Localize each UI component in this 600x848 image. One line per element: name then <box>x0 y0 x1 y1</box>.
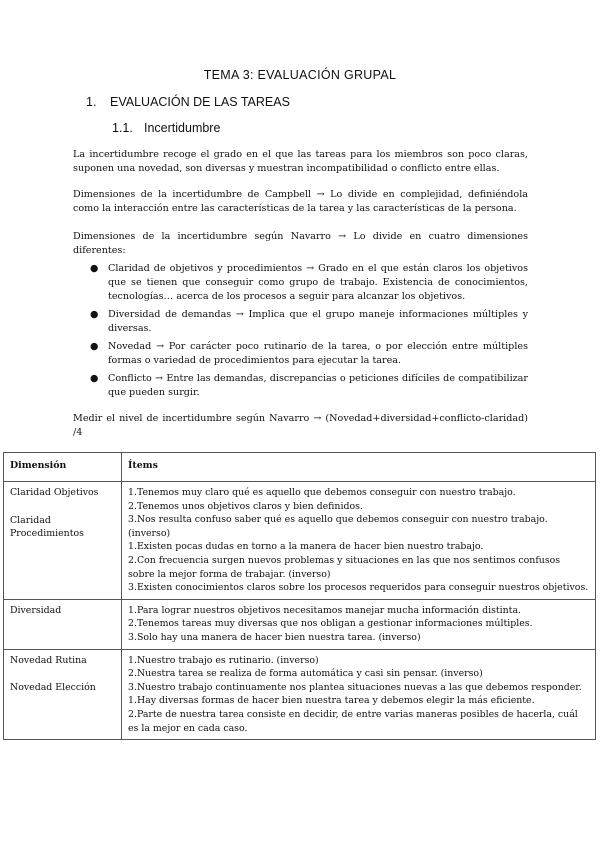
items-cell <box>122 482 596 600</box>
item-text: 3.Nos resulta confuso saber qué es aquello que debemos conseguir con nuestro trabajo. (inverso) <box>128 514 548 539</box>
paragraph-definition: La incertidumbre recoge el grado en el que las tareas para los miembros son poco claras, suponen una novedad, son diversas y muestran incompatibilidad o conflicto entre ellas. <box>73 149 528 174</box>
dimension-label: Claridad Procedimientos <box>10 514 84 540</box>
dimension-label: Novedad Elección <box>10 682 96 694</box>
item-text: 3.Existen conocimientos claros sobre los procesos requeridos para conseguir nuestros objetivos. <box>128 582 589 594</box>
paragraph-campbell: Dimensiones de la incertidumbre de Campbell → Lo divide en complejidad, definiéndola como la interacción entre las características de la tarea y las características de la persona. <box>73 189 528 214</box>
subsection-number: 1.1. <box>112 121 133 135</box>
table-row <box>4 649 596 740</box>
dimension-label: Diversidad <box>10 604 62 616</box>
column-header-items: Ítems <box>122 453 596 482</box>
dimension-cell <box>4 599 122 649</box>
dimension-cell <box>4 482 122 600</box>
item-text: 3.Solo hay una manera de hacer bien nuestra tarea. (inverso) <box>128 631 421 643</box>
list-item-text: Diversidad de demandas → Implica que el grupo maneje informaciones múltiples y diversas. <box>108 309 528 334</box>
item-text: 2.Tenemos tareas muy diversas que nos obligan a gestionar informaciones múltiples. <box>128 618 533 630</box>
dimension-list <box>88 262 528 404</box>
item-text: 1.Para lograr nuestros objetivos necesitamos manejar mucha información distinta. <box>128 604 522 616</box>
item-text: 2.Con frecuencia surgen nuevos problemas y situaciones en las que nos sentimos confusos sobre la mejor forma de trabajar. (inverso) <box>128 554 561 580</box>
list-item-text: Novedad → Por carácter poco rutinario de la tarea, o por elección entre múltiples formas o variedad de procedimientos para ejecutar la tarea. <box>108 341 528 366</box>
item-text: 3.Nuestro trabajo continuamente nos plantea situaciones nuevas a las que debemos responder. <box>128 681 582 693</box>
list-item-text: Claridad de objetivos y procedimientos → Grado en el que están claros los objetivos que se tienen que conseguir como grupo de trabajo. Existencia de conocimientos, tecnologías… acerca de los procesos a seguir para alcanzar los objetivos. <box>108 263 528 302</box>
items-cell <box>122 599 596 649</box>
list-item <box>88 262 528 304</box>
subsection-heading <box>112 121 220 135</box>
section-label: EVALUACIÓN DE LAS TAREAS <box>110 95 290 109</box>
table-row <box>4 599 596 649</box>
item-text: 2.Tenemos unos objetivos claros y bien definidos. <box>128 500 363 512</box>
item-text: 1.Existen pocas dudas en torno a la manera de hacer bien nuestro trabajo. <box>128 541 484 553</box>
table-header-row <box>4 453 596 482</box>
subsection-label: Incertidumbre <box>144 121 221 135</box>
dimension-cell <box>4 649 122 740</box>
items-cell <box>122 649 596 740</box>
item-text: 1.Tenemos muy claro qué es aquello que debemos conseguir con nuestro trabajo. <box>128 487 516 498</box>
table-row <box>4 482 596 600</box>
list-item <box>88 340 528 368</box>
paragraph-formula: Medir el nivel de incertidumbre según Navarro → (Novedad+diversidad+conflicto-claridad) /4 <box>73 413 528 438</box>
item-text: 2.Nuestra tarea se realiza de forma automática y casi sin pensar. (inverso) <box>128 668 483 680</box>
item-text: 1.Hay diversas formas de hacer bien nuestra tarea y debemos elegir la más eficiente. <box>128 695 535 707</box>
item-text: 2.Parte de nuestra tarea consiste en decidir, de entre varias maneras posibles de hacerla, cuál es la mejor en cada caso. <box>128 708 578 734</box>
bullet-icon: ● <box>90 263 99 274</box>
bullet-icon: ● <box>90 373 99 384</box>
section-number: 1. <box>86 95 97 109</box>
list-item-text: Conflicto → Entre las demandas, discrepancias o peticiones difíciles de compatibilizar que pueden surgir. <box>108 373 528 398</box>
dimension-label: Novedad Rutina <box>10 654 87 666</box>
items-table <box>3 452 596 740</box>
item-text: 1.Nuestro trabajo es rutinario. (inverso) <box>128 654 319 666</box>
bullet-icon: ● <box>90 309 99 320</box>
column-header-dimension: Dimensión <box>4 453 122 482</box>
page-title: TEMA 3: EVALUACIÓN GRUPAL <box>203 68 397 82</box>
section-heading <box>86 95 290 109</box>
bullet-icon: ● <box>90 341 99 352</box>
list-item <box>88 308 528 336</box>
dimension-label: Claridad Objetivos <box>10 487 99 498</box>
list-item <box>88 372 528 400</box>
paragraph-navarro: Dimensiones de la incertidumbre según Navarro → Lo divide en cuatro dimensiones diferentes: <box>73 231 528 256</box>
